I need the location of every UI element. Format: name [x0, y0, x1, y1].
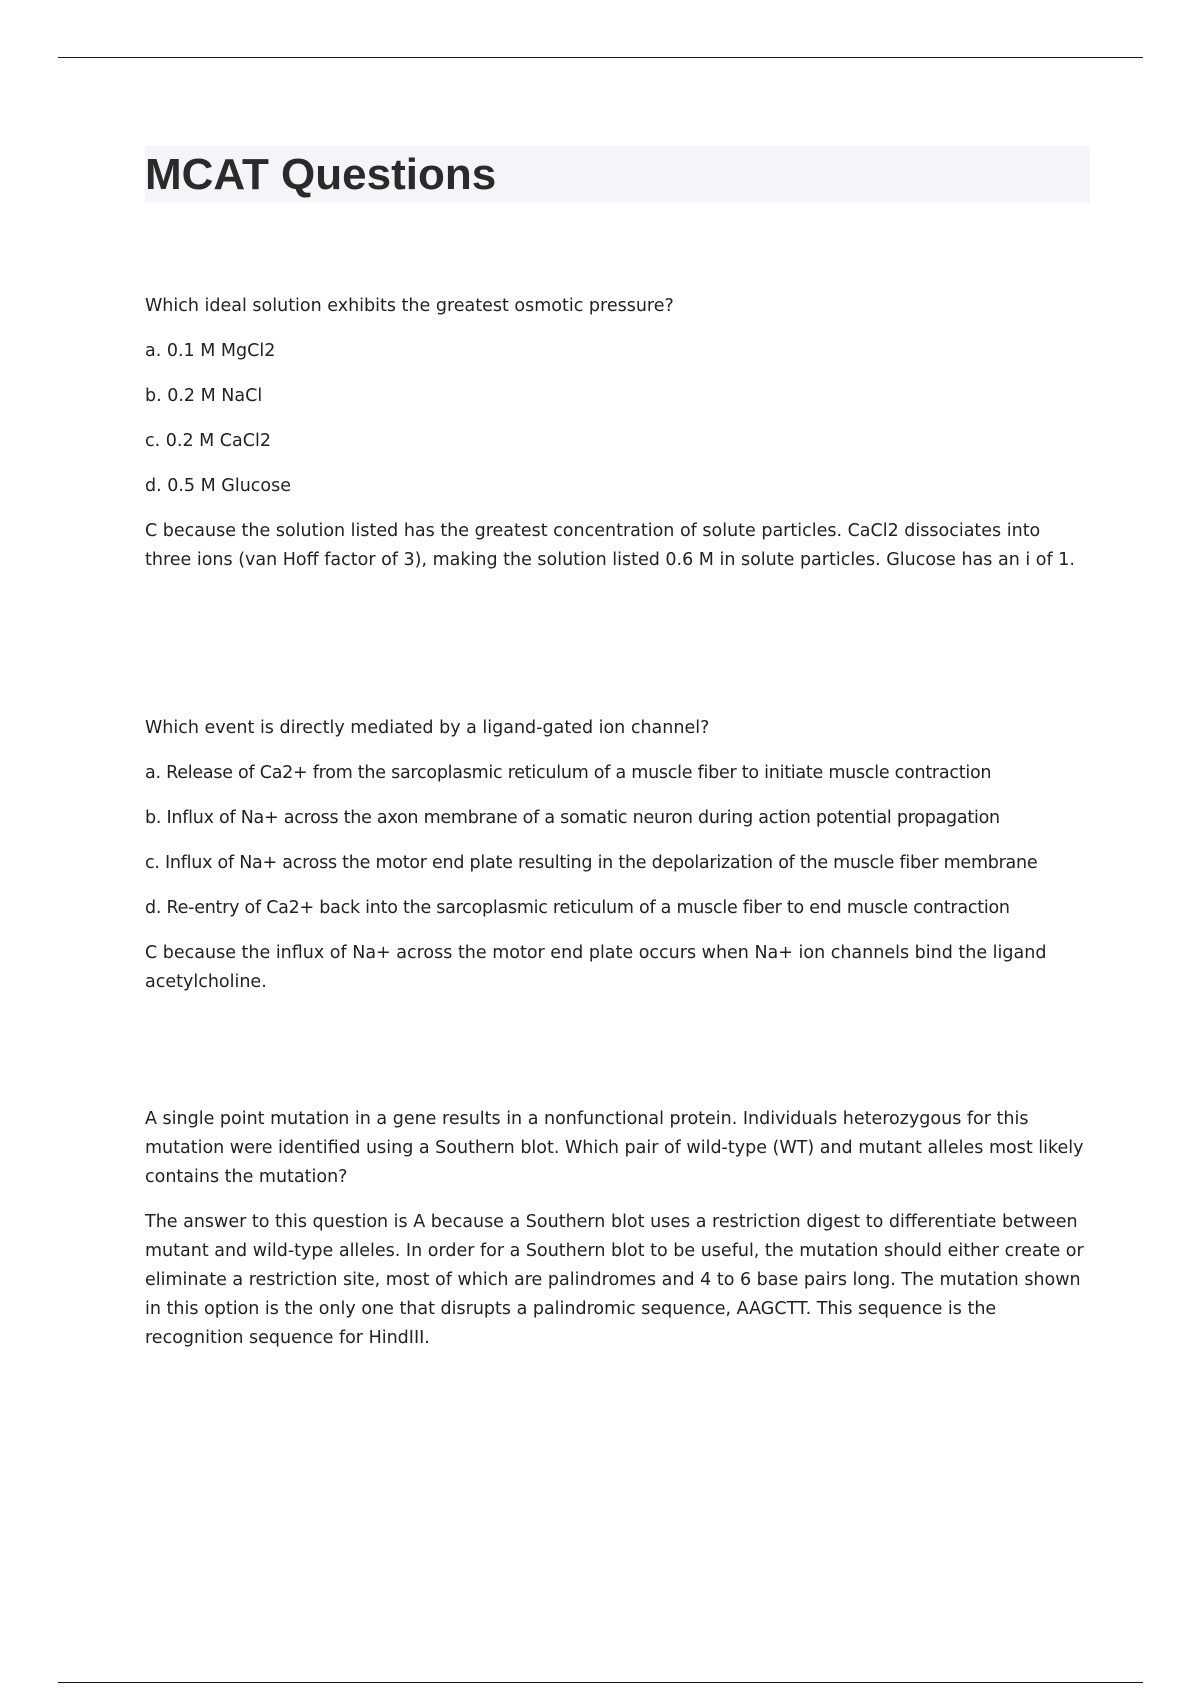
- answer-explanation: The answer to this question is A because a Southern blot uses a restriction digest to differentiate between mutant and wild-type alleles. In order for a Southern blot to be useful, the mutation should either create or eliminate a restriction site, most of which are palindromes and 4 to 6 base pairs long. The mutation shown in this option is the only one that disrupts a palindromic sequence, AAGCTT. This sequence is the recognition sequence for HindIII.: [145, 1212, 1084, 1348]
- question-prompt: A single point mutation in a gene results in a nonfunctional protein. Individuals heterozygous for this mutation were identified using a Southern blot. Which pair of wild-type (WT) and mutant alleles most likely contains the mutation?: [145, 1109, 1084, 1187]
- answer-option: b. 0.2 M NaCl: [145, 386, 263, 406]
- bottom-rule: [58, 1682, 1143, 1683]
- answer-option: c. 0.2 M CaCl2: [145, 431, 271, 451]
- answer-explanation: C because the influx of Na+ across the motor end plate occurs when Na+ ion channels bind the ligand acetylcholine.: [145, 943, 1047, 992]
- top-rule: [58, 57, 1143, 58]
- page-title: MCAT Questions: [145, 150, 497, 199]
- answer-option: b. Influx of Na+ across the axon membrane of a somatic neuron during action potential propagation: [145, 808, 1000, 828]
- answer-option: c. Influx of Na+ across the motor end plate resulting in the depolarization of the muscle fiber membrane: [145, 853, 1038, 873]
- question-block-3: [145, 1105, 1090, 1369]
- answer-explanation: C because the solution listed has the greatest concentration of solute particles. CaCl2 dissociates into three ions (van Hoff factor of 3), making the solution listed 0.6 M in solute particles. Glucose has an i of 1.: [145, 521, 1075, 570]
- question-prompt: Which event is directly mediated by a ligand-gated ion channel?: [145, 718, 710, 738]
- question-block-2: [145, 714, 1090, 1013]
- answer-option: d. Re-entry of Ca2+ back into the sarcoplasmic reticulum of a muscle fiber to end muscle contraction: [145, 898, 1010, 918]
- answer-option: a. 0.1 M MgCl2: [145, 341, 276, 361]
- answer-option: d. 0.5 M Glucose: [145, 476, 292, 496]
- question-prompt: Which ideal solution exhibits the greatest osmotic pressure?: [145, 296, 674, 316]
- question-block-1: [145, 292, 1090, 591]
- answer-option: a. Release of Ca2+ from the sarcoplasmic reticulum of a muscle fiber to initiate muscle contraction: [145, 763, 992, 783]
